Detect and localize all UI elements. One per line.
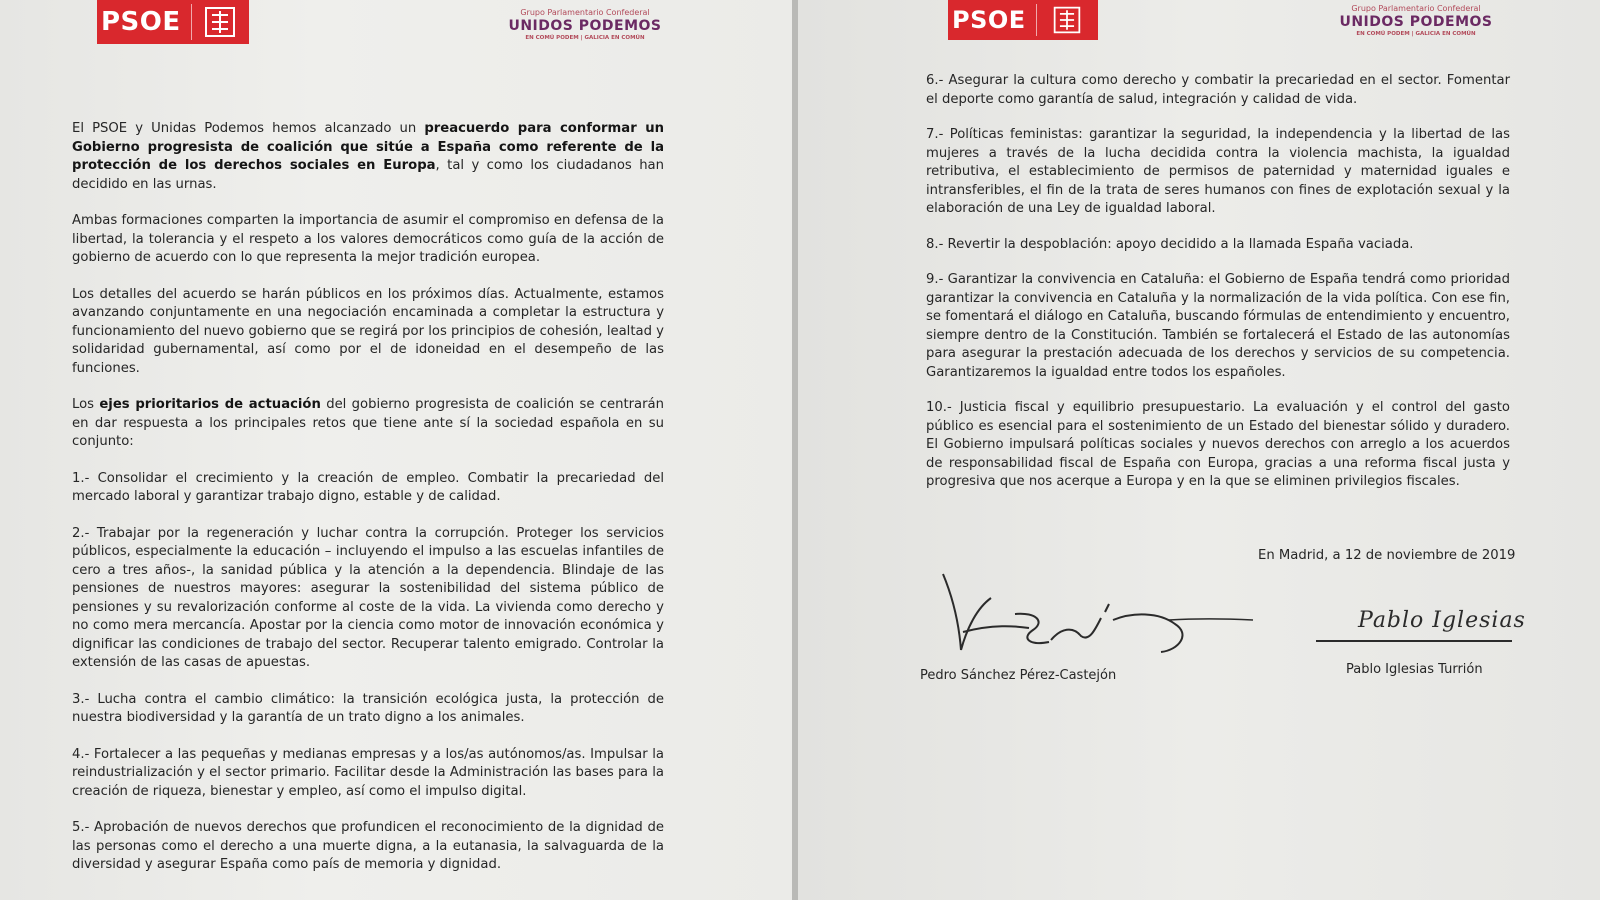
list-item: 10.- Justicia fiscal y equilibrio presupuestario. La evaluación y el control del gasto público es esencial para el sostenimiento de un Estado del bienestar sólido y duradero. El Gobierno impulsará políticas sociales y nuevos derechos con arreglo a los acuerdos de responsabilidad fiscal de España con Europa, gracias a una reforma fiscal justa y progresiva que nos acerque a Europa y en la que se eliminen privilegios fiscales.	[926, 400, 1510, 489]
list-item: 9.- Garantizar la convivencia en Cataluña: el Gobierno de España tendrá como prioridad garantizar la convivencia en Cataluña y la normalización de la vida política. Con ese fin, se fomentará el diálogo en Cataluña, buscando fórmulas de entendimiento y encuentro, siempre dentro de la Constitución. También se fortalecerá el Estado de las autonomías para asegurar la prestación adecuada de los derechos y servicios de su competencia. Garantizaremos la igualdad entre todos los españoles.	[926, 272, 1510, 380]
up-logo-caption: Grupo Parlamentario Confederal	[1351, 4, 1481, 13]
document-page-right	[798, 0, 1600, 900]
signing-date: En Madrid, a 12 de noviembre de 2019	[1258, 548, 1516, 563]
psoe-logo	[97, 0, 249, 44]
list-item: 2.- Trabajar por la regeneración y luchar contra la corrupción. Proteger los servicios públicos, especialmente la educación – incluyendo el impulso a las escuelas infantiles de cero a tres años-, la sanidad pública y la atención a la dependencia. Blindaje de las pensiones de nuestros mayores: asegurar la sostenibilidad del sistema público de pensiones y su revalorización conforme al coste de la vida. La vivienda como derecho y no como mera mercancía. Apostar por la ciencia como motor de innovación económica y dignificar las condiciones de trabajo del sector. Recuperar talento emigrado. Controlar la extensión de las casas de apuestas.	[72, 525, 664, 670]
up-logo-subtitle: EN COMÚ PODEM | GALICIA EN COMÚN	[525, 35, 645, 41]
paragraph-2: Ambas formaciones comparten la importancia de asumir el compromiso en defensa de la libertad, la tolerancia y el respeto a los valores democráticos como guía de la acción de gobierno de acuerdo con lo que representa la mejor tradición europea.	[72, 213, 664, 265]
up-logo-subtitle: EN COMÚ PODEM | GALICIA EN COMÚN	[1356, 31, 1476, 37]
psoe-logo-text: PSOE	[101, 7, 181, 37]
signatory-name-2: Pablo Iglesias Turrión	[1346, 662, 1483, 677]
signature-line	[1316, 640, 1512, 642]
psoe-logo-text: PSOE	[952, 6, 1026, 34]
up-logo-caption: Grupo Parlamentario Confederal	[520, 8, 650, 17]
list-item: 4.- Fortalecer a las pequeñas y medianas empresas y a los/as autónomos/as. Impulsar la reindustrialización y el sector primario. Facilitar desde la Administración las bases para la creación de riqueza, bienestar y empleo, así como el impulso digital.	[72, 746, 664, 799]
paragraph-4: Los ejes prioritarios de actuación del gobierno progresista de coalición se centrarán en dar respuesta a los principales retos que tiene ante sí la sociedad española en su conjunto:	[72, 397, 664, 449]
list-item: 6.- Asegurar la cultura como derecho y combatir la precariedad en el sector. Fomentar el deporte como garantía de salud, integración y calidad de vida.	[926, 73, 1510, 107]
right-page-body	[926, 72, 1510, 492]
document-page-left	[0, 0, 792, 900]
psoe-rose-emblem-icon	[192, 0, 249, 44]
up-logo-title: UNIDOS PODEMOS	[1339, 14, 1493, 30]
intro-paragraph: El PSOE y Unidas Podemos hemos alcanzado un preacuerdo para conformar un Gobierno progresista de coalición que sitúe a España como referente de la protección de los derechos sociales en Europa, tal y como los ciudadanos han decidido en las urnas.	[72, 121, 664, 192]
psoe-logo	[948, 0, 1098, 40]
left-page-body	[72, 120, 664, 875]
list-item: 1.- Consolidar el crecimiento y la creación de empleo. Combatir la precariedad del mercado laboral y garantizar trabajo digno, estable y de calidad.	[72, 470, 664, 504]
unidos-podemos-logo	[505, 8, 665, 42]
signature-pablo-iglesias: Pablo Iglesias	[1358, 608, 1526, 633]
signatory-name-1: Pedro Sánchez Pérez-Castejón	[920, 668, 1117, 683]
paragraph-3: Los detalles del acuerdo se harán públicos en los próximos días. Actualmente, estamos avanzando conjuntamente en una negociación encaminada a completar la estructura y funcionamiento del nuevo gobierno que se regirá por los principios de cohesión, lealtad y solidaridad gubernamental, así como por el de idoneidad en el desempeño de las funciones.	[72, 286, 664, 376]
list-item: 8.- Revertir la despoblación: apoyo decidido a la llamada España vaciada.	[926, 236, 1414, 252]
psoe-rose-emblem-icon	[1037, 0, 1098, 42]
list-item: 3.- Lucha contra el cambio climático: la transición ecológica justa, la protección de nuestra biodiversidad y la garantía de un trato digno a los animales.	[72, 691, 664, 725]
unidos-podemos-logo	[1336, 4, 1496, 38]
up-logo-title: UNIDOS PODEMOS	[508, 18, 662, 34]
list-item: 7.- Políticas feministas: garantizar la seguridad, la independencia y la libertad de las mujeres a través de la lucha decidida contra la violencia machista, la igualdad retributiva, el establecimiento de permisos de paternidad y maternidad iguales e intransferibles, el fin de la trata de seres humanos con fines de explotación sexual y la elaboración de una Ley de igualdad laboral.	[926, 127, 1510, 216]
list-item: 5.- Aprobación de nuevos derechos que profundicen el reconocimiento de la dignidad de las personas como el derecho a una muerte digna, a la eutanasia, la salvaguarda de la diversidad y asegurar España como país de memoria y dignidad.	[72, 820, 664, 872]
signature-pedro-sanchez	[933, 568, 1263, 663]
